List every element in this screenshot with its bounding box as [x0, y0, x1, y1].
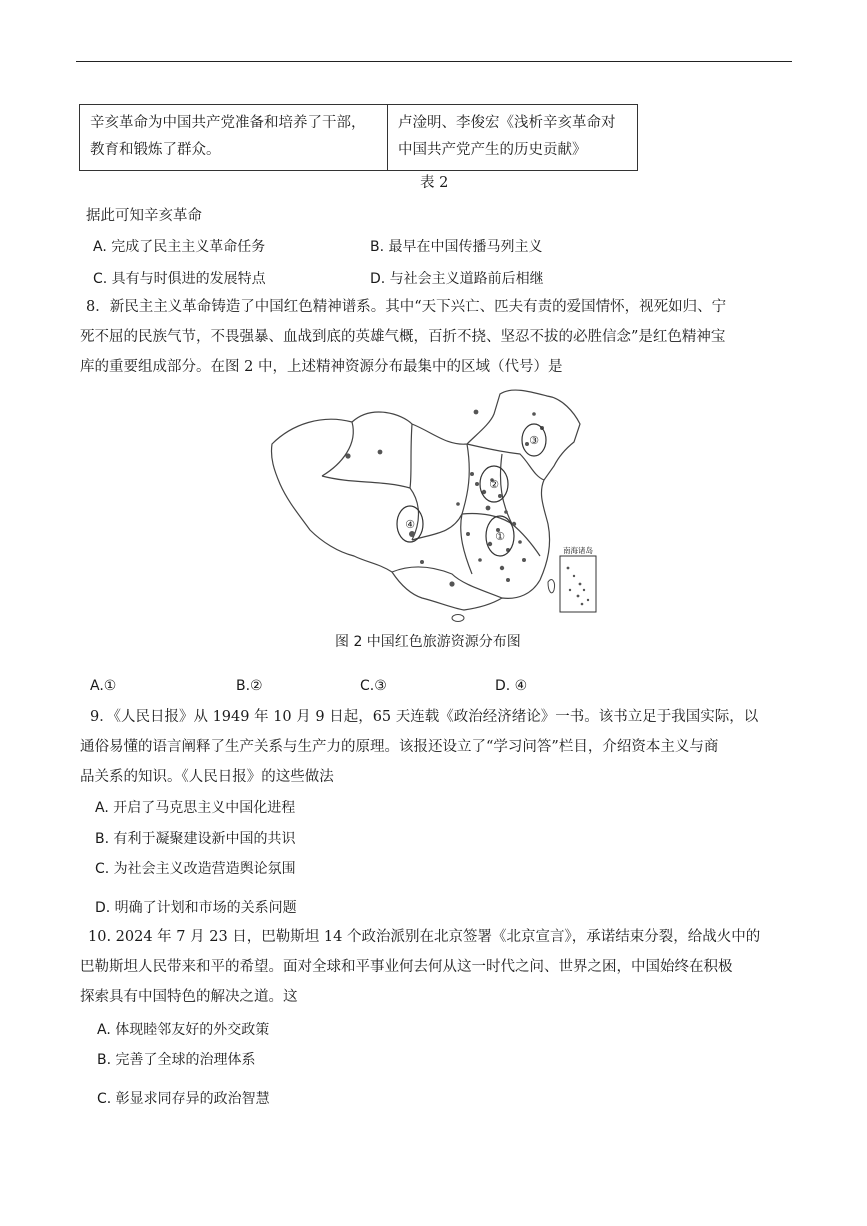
map-label-1: ① — [495, 530, 505, 543]
q10-option-a[interactable]: A. 体现睦邻友好的外交政策 — [97, 1022, 270, 1038]
table-row — [80, 105, 638, 171]
map-label-4: ④ — [405, 518, 415, 531]
q9-option-b[interactable]: B. 有利于凝聚建设新中国的共识 — [95, 831, 296, 847]
q10-stem-line: 10. 2024 年 7 月 23 日，巴勒斯坦 14 个政治派别在北京签署《北京宣言》，承诺结束分裂，给战火中的 — [88, 929, 761, 945]
q8-option-c[interactable]: C.③ — [360, 678, 387, 694]
q9-option-a[interactable]: A. 开启了马克思主义中国化进程 — [95, 800, 296, 816]
q7-option-d[interactable]: D. 与社会主义道路前后相继 — [370, 271, 544, 287]
q8-stem-line: 库的重要组成部分。在图 2 中，上述精神资源分布最集中的区域（代号）是 — [80, 359, 563, 375]
table-2 — [79, 104, 638, 171]
q10-stem-line: 探索具有中国特色的解决之道。这 — [80, 989, 298, 1005]
q10-option-c[interactable]: C. 彰显求同存异的政治智慧 — [97, 1091, 270, 1107]
table-caption: 表 2 — [420, 175, 449, 191]
q8-option-a[interactable]: A.① — [90, 678, 117, 694]
q8-option-d[interactable]: D. ④ — [495, 678, 528, 694]
q9-stem-line: 品关系的知识。《人民日报》的这些做法 — [80, 769, 334, 785]
q10-option-b[interactable]: B. 完善了全球的治理体系 — [97, 1052, 256, 1068]
map-label-3: ③ — [529, 434, 539, 447]
cell-line: 卢淦明、李俊宏《浅析辛亥革命对 — [398, 115, 616, 131]
q7-option-a[interactable]: A. 完成了民主主义革命任务 — [93, 239, 266, 255]
q9-option-c[interactable]: C. 为社会主义改造营造舆论氛围 — [95, 861, 296, 877]
q9-stem-line: 9．《人民日报》从 1949 年 10 月 9 日起，65 天连载《政治经济绪论》一书。该书立足于我国实际，以 — [90, 709, 759, 725]
q8-stem-line: 8．新民主主义革命铸造了中国红色精神谱系。其中“天下兴亡、匹夫有责的爱国情怀，视死如归、宁 — [86, 299, 727, 315]
q8-option-b[interactable]: B.② — [236, 678, 263, 694]
map-outline — [271, 390, 580, 610]
south-china-sea-inset — [560, 545, 596, 612]
q9-stem-line: 通俗易懂的语言阐释了生产关系与生产力的原理。该报还设立了“学习问答”栏目，介绍资本主义与商 — [80, 739, 719, 755]
q8-stem-line: 死不屈的民族气节，不畏强暴、血战到底的英雄气概，百折不挠、坚忍不拔的必胜信念”是红色精神宝 — [80, 329, 726, 345]
header-rule — [76, 61, 792, 62]
map-label-2: ② — [489, 478, 499, 491]
q7-stem: 据此可知辛亥革命 — [86, 208, 202, 224]
table-cell-source — [388, 105, 638, 171]
cell-line: 教育和锻炼了群众。 — [90, 142, 221, 158]
figure-caption: 图 2 中国红色旅游资源分布图 — [335, 634, 521, 650]
cell-line: 辛亥革命为中国共产党准备和培养了干部， — [90, 115, 366, 131]
q7-option-b[interactable]: B. 最早在中国传播马列主义 — [370, 239, 543, 255]
q7-option-c[interactable]: C. 具有与时俱进的发展特点 — [93, 271, 266, 287]
q9-option-d[interactable]: D. 明确了计划和市场的关系问题 — [95, 900, 297, 916]
inset-label: 南海诸岛 — [563, 546, 593, 555]
cell-line: 中国共产党产生的历史贡献》 — [398, 142, 587, 158]
q10-stem-line: 巴勒斯坦人民带来和平的希望。面对全球和平事业何去何从这一时代之问、世界之困，中国始终在积极 — [80, 959, 733, 975]
table-cell-claim — [80, 105, 388, 171]
china-red-tourism-map — [262, 384, 612, 622]
